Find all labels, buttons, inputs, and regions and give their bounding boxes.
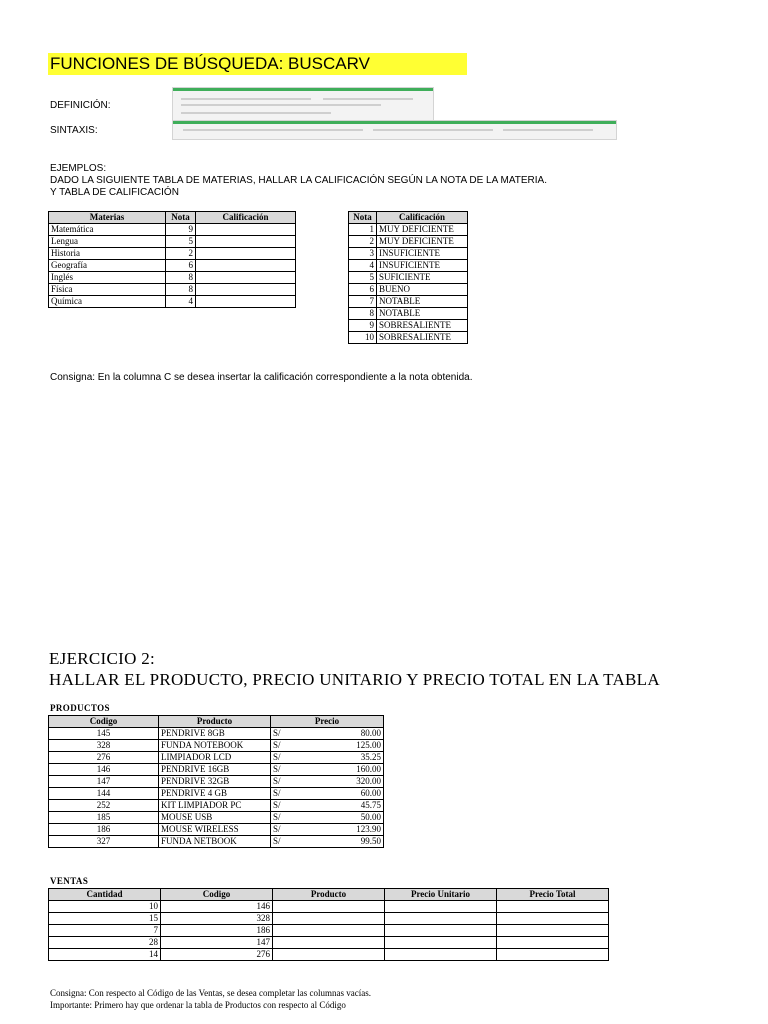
currency-cell[interactable]: S/ [271,740,299,752]
table-row [49,824,384,836]
total-price-cell[interactable] [497,925,609,937]
qualification-cell[interactable]: INSUFICIENTE [377,248,468,260]
total-price-cell[interactable] [497,901,609,913]
product-cell[interactable]: PENDRIVE 8GB [159,728,271,740]
table-row [49,937,609,949]
currency-cell[interactable]: S/ [271,764,299,776]
ventas-table [48,888,609,961]
quantity-cell[interactable]: 14 [49,949,161,961]
table-row [349,332,468,344]
product-cell[interactable] [273,937,385,949]
column-header: Producto [159,716,271,728]
grade-cell[interactable]: 3 [349,248,377,260]
grade-cell[interactable]: 1 [349,224,377,236]
calificacion-table [348,211,468,344]
table-row [349,224,468,236]
examples-line-2: DADO LA SIGUIENTE TABLA DE MATERIAS, HALLAR LA CALIFICACIÓN SEGÚN LA NOTA DE LA MATERIA. [50,175,547,186]
result-cell[interactable] [196,236,296,248]
column-header: Nota [166,212,196,224]
table-row [49,788,384,800]
table-row [49,764,384,776]
table-row [49,836,384,848]
table-row [49,740,384,752]
quantity-cell[interactable]: 10 [49,901,161,913]
currency-cell[interactable]: S/ [271,836,299,848]
product-cell[interactable]: MOUSE USB [159,812,271,824]
price-cell[interactable]: 80.00 [299,728,384,740]
qualification-cell[interactable]: MUY DEFICIENTE [377,224,468,236]
currency-cell[interactable]: S/ [271,752,299,764]
total-price-cell[interactable] [497,913,609,925]
table-header-row [49,889,609,901]
unit-price-cell[interactable] [385,901,497,913]
result-cell[interactable] [196,224,296,236]
code-cell[interactable]: 276 [161,949,273,961]
code-cell[interactable]: 146 [49,764,159,776]
result-cell[interactable] [196,272,296,284]
code-cell[interactable]: 327 [49,836,159,848]
grade-cell[interactable]: 7 [349,296,377,308]
product-cell[interactable] [273,913,385,925]
productos-label: PRODUCTOS [50,703,110,713]
grade-cell[interactable]: 9 [349,320,377,332]
grade-cell[interactable]: 6 [166,260,196,272]
unit-price-cell[interactable] [385,913,497,925]
qualification-cell[interactable]: SOBRESALIENTE [377,332,468,344]
product-cell[interactable]: MOUSE WIRELESS [159,824,271,836]
column-header: Codigo [49,716,159,728]
table-row [349,320,468,332]
table-row [49,284,296,296]
grade-cell[interactable]: 5 [349,272,377,284]
price-cell[interactable]: 123.90 [299,824,384,836]
page-title: FUNCIONES DE BÚSQUEDA: BUSCARV [50,54,370,73]
table-row [49,913,609,925]
unit-price-cell[interactable] [385,949,497,961]
qualification-cell[interactable]: SOBRESALIENTE [377,320,468,332]
product-cell[interactable] [273,901,385,913]
grade-cell[interactable]: 4 [166,296,196,308]
currency-cell[interactable]: S/ [271,728,299,740]
importante-note: Importante: Primero hay que ordenar la tabla de Productos con respecto al Código [50,1000,346,1010]
subject-cell[interactable]: Geografía [49,260,166,272]
column-header: Nota [349,212,377,224]
product-cell[interactable]: FUNDA NOTEBOOK [159,740,271,752]
currency-cell[interactable]: S/ [271,788,299,800]
code-cell[interactable]: 186 [161,925,273,937]
grade-cell[interactable]: 2 [349,236,377,248]
syntax-label: SINTAXIS: [50,125,98,136]
table-row [49,752,384,764]
table-row [49,296,296,308]
total-price-cell[interactable] [497,937,609,949]
product-cell[interactable]: PENDRIVE 32GB [159,776,271,788]
table-row [49,224,296,236]
qualification-cell[interactable]: NOTABLE [377,308,468,320]
column-header: Codigo [161,889,273,901]
price-cell[interactable]: 35.25 [299,752,384,764]
table-row [49,728,384,740]
result-cell[interactable] [196,248,296,260]
table-row [349,236,468,248]
syntax-screenshot-image [172,120,617,140]
column-header: Calificación [377,212,468,224]
code-cell[interactable]: 146 [161,901,273,913]
result-cell[interactable] [196,260,296,272]
grade-cell[interactable]: 4 [349,260,377,272]
code-cell[interactable]: 252 [49,800,159,812]
grade-cell[interactable]: 2 [166,248,196,260]
table-row [349,272,468,284]
column-header: Materias [49,212,166,224]
result-cell[interactable] [196,296,296,308]
grade-cell[interactable]: 8 [166,272,196,284]
currency-cell[interactable]: S/ [271,812,299,824]
currency-cell[interactable]: S/ [271,776,299,788]
price-cell[interactable]: 160.00 [299,764,384,776]
table-header-row [49,716,384,728]
price-cell[interactable]: 45.75 [299,800,384,812]
subject-cell[interactable]: Inglés [49,272,166,284]
total-price-cell[interactable] [497,949,609,961]
column-header: Producto [273,889,385,901]
grade-cell[interactable]: 8 [349,308,377,320]
table-row [49,925,609,937]
subject-cell[interactable]: Historia [49,248,166,260]
grade-cell[interactable]: 5 [166,236,196,248]
unit-price-cell[interactable] [385,925,497,937]
grade-cell[interactable]: 8 [166,284,196,296]
grade-cell[interactable]: 10 [349,332,377,344]
table-row [349,260,468,272]
product-cell[interactable]: KIT LIMPIADOR PC [159,800,271,812]
table-header-row [49,212,296,224]
table-row [49,812,384,824]
currency-cell[interactable]: S/ [271,800,299,812]
table-row [49,901,609,913]
column-header: Precio Unitario [385,889,497,901]
table-row [49,248,296,260]
code-cell[interactable]: 328 [49,740,159,752]
price-cell[interactable]: 60.00 [299,788,384,800]
table-row [349,308,468,320]
exercise-heading: EJERCICIO 2: [49,649,156,668]
quantity-cell[interactable]: 15 [49,913,161,925]
code-cell[interactable]: 186 [49,824,159,836]
column-header: Precio Total [497,889,609,901]
column-header: Cantidad [49,889,161,901]
currency-cell[interactable]: S/ [271,824,299,836]
table-row [49,260,296,272]
qualification-cell[interactable]: SUFICIENTE [377,272,468,284]
grade-cell[interactable]: 9 [166,224,196,236]
exercise-subheading: HALLAR EL PRODUCTO, PRECIO UNITARIO Y PRECIO TOTAL EN LA TABLA [49,670,660,689]
materias-table [48,211,296,308]
examples-line-1: EJEMPLOS: [50,163,107,174]
examples-line-3: Y TABLA DE CALIFICACIÓN [50,187,179,198]
quantity-cell[interactable]: 28 [49,937,161,949]
price-cell[interactable]: 320.00 [299,776,384,788]
code-cell[interactable]: 145 [49,728,159,740]
examples-text [50,163,547,199]
subject-cell[interactable]: Lengua [49,236,166,248]
qualification-cell[interactable]: INSUFICIENTE [377,260,468,272]
table-row [49,236,296,248]
qualification-cell[interactable]: MUY DEFICIENTE [377,236,468,248]
price-cell[interactable]: 125.00 [299,740,384,752]
definition-label: DEFINICIÓN: [50,100,111,111]
table-row [49,949,609,961]
table-header-row [349,212,468,224]
result-cell[interactable] [196,284,296,296]
product-cell[interactable]: FUNDA NETBOOK [159,836,271,848]
grade-cell[interactable]: 6 [349,284,377,296]
code-cell[interactable]: 147 [49,776,159,788]
qualification-cell[interactable]: NOTABLE [377,296,468,308]
column-header: Calificación [196,212,296,224]
subject-cell[interactable]: Química [49,296,166,308]
unit-price-cell[interactable] [385,937,497,949]
product-cell[interactable]: PENDRIVE 4 GB [159,788,271,800]
table-row [49,776,384,788]
subject-cell[interactable]: Física [49,284,166,296]
code-cell[interactable]: 144 [49,788,159,800]
table-row [349,284,468,296]
price-cell[interactable]: 50.00 [299,812,384,824]
code-cell[interactable]: 276 [49,752,159,764]
product-cell[interactable]: PENDRIVE 16GB [159,764,271,776]
code-cell[interactable]: 185 [49,812,159,824]
table-row [49,272,296,284]
subject-cell[interactable]: Matemática [49,224,166,236]
productos-table [48,715,384,848]
product-cell[interactable]: LIMPIADOR LCD [159,752,271,764]
quantity-cell[interactable]: 7 [49,925,161,937]
table-row [349,296,468,308]
consigna-text: Consigna: En la columna C se desea insertar la calificación correspondiente a la nota obtenida. [50,372,473,383]
table-row [349,248,468,260]
table-row [49,800,384,812]
ventas-label: VENTAS [50,876,89,886]
qualification-cell[interactable]: BUENO [377,284,468,296]
column-header: Precio [271,716,384,728]
definition-screenshot-image [172,87,434,123]
price-cell[interactable]: 99.50 [299,836,384,848]
code-cell[interactable]: 147 [161,937,273,949]
consigna-note: Consigna: Con respecto al Código de las Ventas, se desea completar las columnas vacías. [50,988,372,998]
code-cell[interactable]: 328 [161,913,273,925]
product-cell[interactable] [273,949,385,961]
product-cell[interactable] [273,925,385,937]
